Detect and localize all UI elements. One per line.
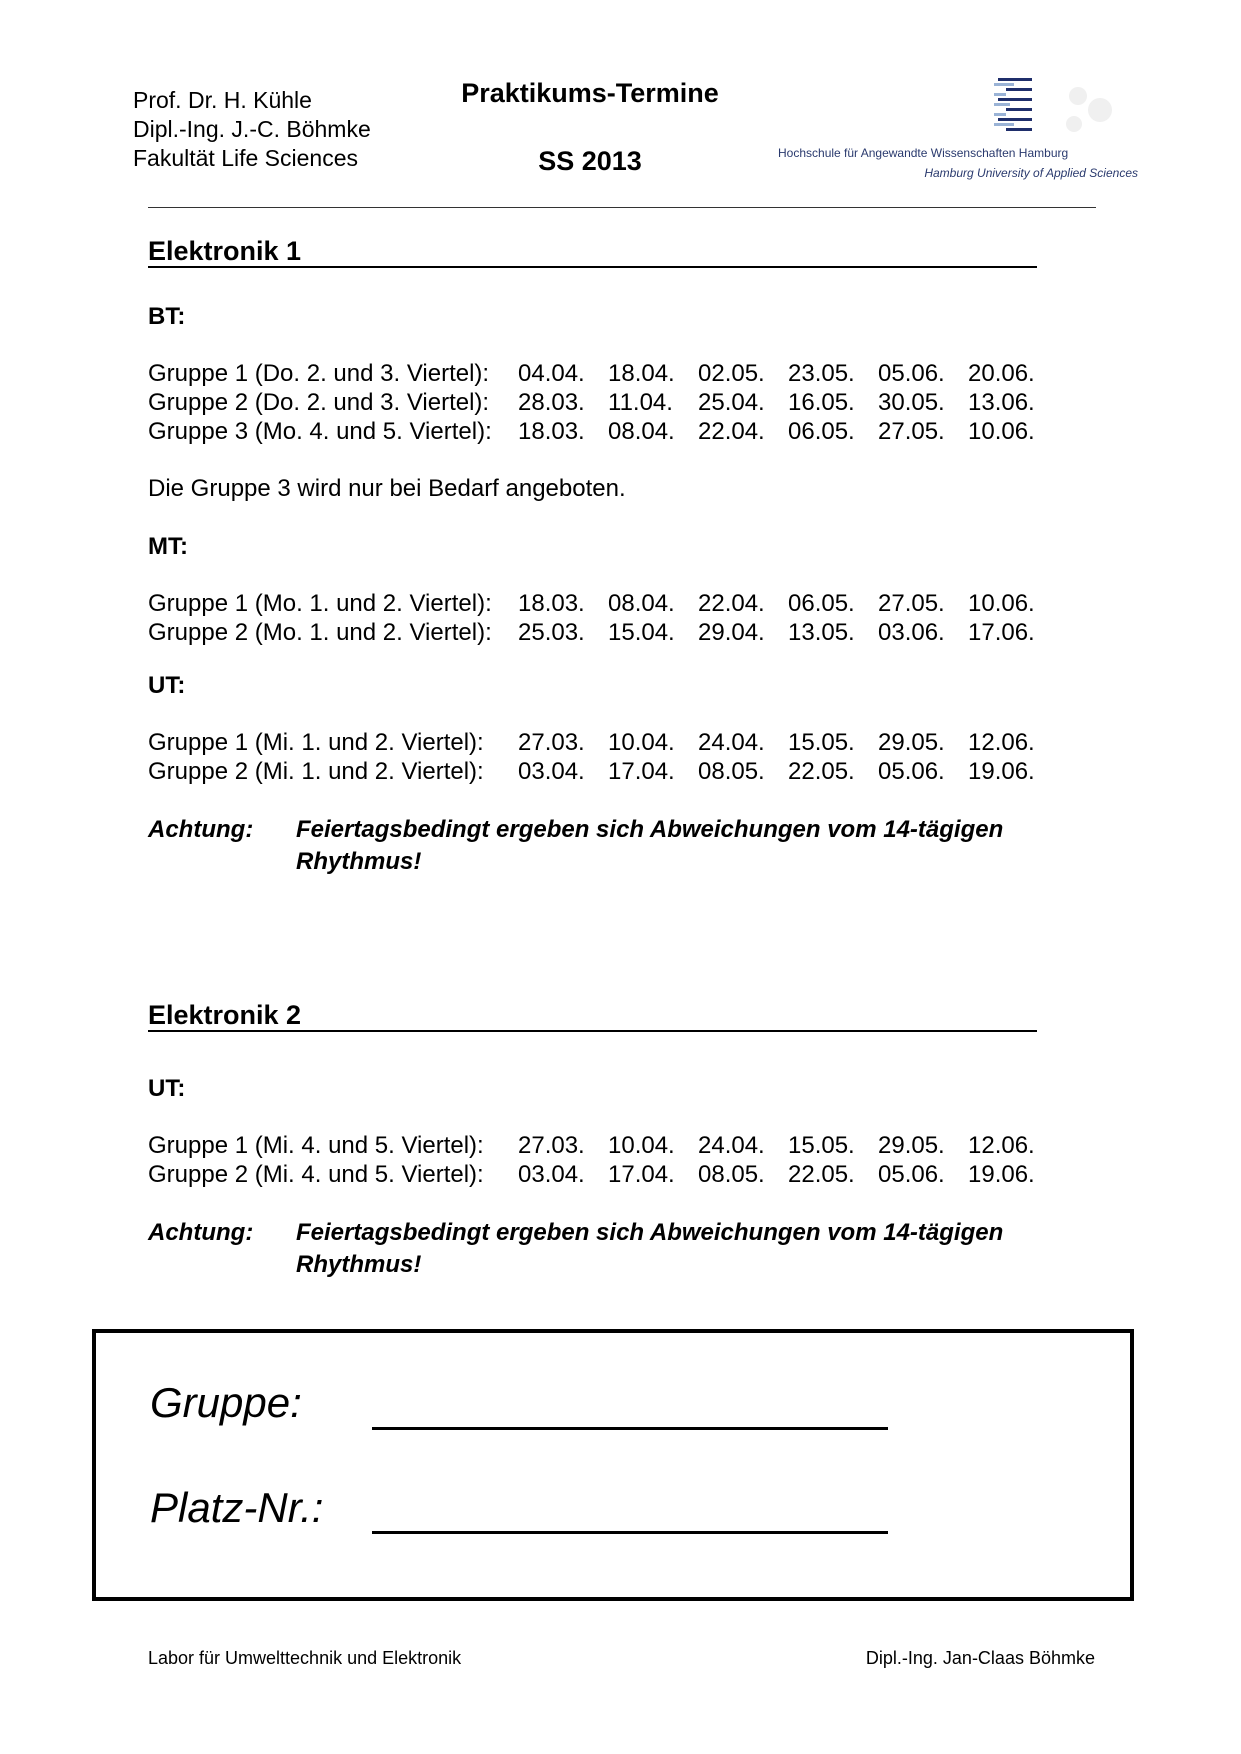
subsection-bt: BT: [148,303,186,330]
group-label: Gruppe 1 (Do. 2. und 3. Viertel): [148,360,490,387]
date-cell: 25.04. [698,389,765,416]
date-cell: 10.04. [608,1132,675,1159]
date-cell: 05.06. [878,758,945,785]
warning-note-2 [148,1217,1048,1287]
date-cell: 13.05. [788,619,855,646]
date-cell: 06.05. [788,418,855,445]
date-cell: 19.06. [968,1161,1035,1188]
header-divider [148,207,1096,208]
date-cell: 22.04. [698,418,765,445]
date-cell: 16.05. [788,389,855,416]
date-cell: 27.05. [878,590,945,617]
gruppe-input-line[interactable] [372,1427,888,1430]
warning-label: Achtung: [148,816,254,843]
group-label: Gruppe 1 (Mo. 1. und 2. Viertel): [148,590,492,617]
platz-input-line[interactable] [372,1531,888,1534]
gruppe-label: Gruppe: [150,1379,302,1426]
haw-logo [778,74,1138,184]
date-cell: 11.04. [608,389,673,416]
date-cell: 10.06. [968,418,1035,445]
date-cell: 02.05. [698,360,765,387]
date-cell: 05.06. [878,1161,945,1188]
haw-logo-icon [778,74,1138,144]
logo-line-2: Hamburg University of Applied Sciences [924,166,1138,180]
bt-note: Die Gruppe 3 wird nur bei Bedarf angeboten. [148,475,626,502]
date-cell: 27.03. [518,729,585,756]
footer-left: Labor für Umwelttechnik und Elektronik [148,1648,462,1668]
date-cell: 08.04. [608,590,675,617]
date-cell: 22.05. [788,758,855,785]
date-cell: 13.06. [968,389,1035,416]
group-label: Gruppe 2 (Mi. 4. und 5. Viertel): [148,1161,484,1188]
group-label: Gruppe 3 (Mo. 4. und 5. Viertel): [148,418,492,445]
group-label: Gruppe 2 (Mi. 1. und 2. Viertel): [148,758,484,785]
date-cell: 18.03. [518,590,585,617]
date-cell: 03.06. [878,619,945,646]
date-cell: 10.06. [968,590,1035,617]
date-cell: 12.06. [968,729,1035,756]
date-cell: 10.04. [608,729,675,756]
page-title: Praktikums-Termine [461,78,719,108]
date-cell: 17.04. [608,1161,675,1188]
section-title-elektronik-1: Elektronik 1 [148,236,1037,268]
author-line: Fakultät Life Sciences [133,145,359,171]
date-cell: 22.05. [788,1161,855,1188]
group-form-box [92,1329,1134,1601]
subsection-ut: UT: [148,672,186,699]
date-cell: 08.05. [698,758,765,785]
author-line: Prof. Dr. H. Kühle [133,87,312,113]
date-cell: 20.06. [968,360,1035,387]
subsection-ut-2: UT: [148,1075,186,1102]
date-cell: 29.05. [878,729,945,756]
footer-right: Dipl.-Ing. Jan-Claas Böhmke [865,1648,1095,1668]
date-cell: 08.05. [698,1161,765,1188]
author-line: Dipl.-Ing. J.-C. Böhmke [133,116,371,142]
semester-label: SS 2013 [538,146,642,176]
warning-text: Feiertagsbedingt ergeben sich Abweichungen vom 14-tägigen Rhythmus! [296,1219,1004,1278]
group-label: Gruppe 1 (Mi. 4. und 5. Viertel): [148,1132,484,1159]
group-label: Gruppe 2 (Mo. 1. und 2. Viertel): [148,619,492,646]
date-cell: 19.06. [968,758,1035,785]
date-cell: 29.05. [878,1132,945,1159]
date-cell: 30.05. [878,389,945,416]
date-cell: 15.04. [608,619,675,646]
date-cell: 24.04. [698,729,765,756]
warning-label: Achtung: [148,1219,254,1246]
date-cell: 04.04. [518,360,585,387]
date-cell: 05.06. [878,360,945,387]
date-cell: 22.04. [698,590,765,617]
warning-text: Feiertagsbedingt ergeben sich Abweichungen vom 14-tägigen Rhythmus! [296,816,1004,875]
author-block [133,86,371,173]
group-label: Gruppe 1 (Mi. 1. und 2. Viertel): [148,729,484,756]
section-title-elektronik-2: Elektronik 2 [148,1000,1037,1032]
date-cell: 27.05. [878,418,945,445]
date-cell: 29.04. [698,619,765,646]
date-cell: 18.03. [518,418,585,445]
date-cell: 15.05. [788,1132,855,1159]
date-cell: 18.04. [608,360,675,387]
date-cell: 23.05. [788,360,855,387]
date-cell: 12.06. [968,1132,1035,1159]
platz-label: Platz-Nr.: [150,1484,324,1531]
logo-line-1: Hochschule für Angewandte Wissenschaften Hamburg [778,146,1069,160]
date-cell: 25.03. [518,619,585,646]
date-cell: 06.05. [788,590,855,617]
group-label: Gruppe 2 (Do. 2. und 3. Viertel): [148,389,490,416]
date-cell: 15.05. [788,729,855,756]
date-cell: 08.04. [608,418,675,445]
warning-note [148,814,1048,884]
date-cell: 17.04. [608,758,675,785]
date-cell: 03.04. [518,758,585,785]
date-cell: 17.06. [968,619,1035,646]
date-cell: 28.03. [518,389,585,416]
subsection-mt: MT: [148,533,188,560]
date-cell: 27.03. [518,1132,585,1159]
date-cell: 24.04. [698,1132,765,1159]
date-cell: 03.04. [518,1161,585,1188]
